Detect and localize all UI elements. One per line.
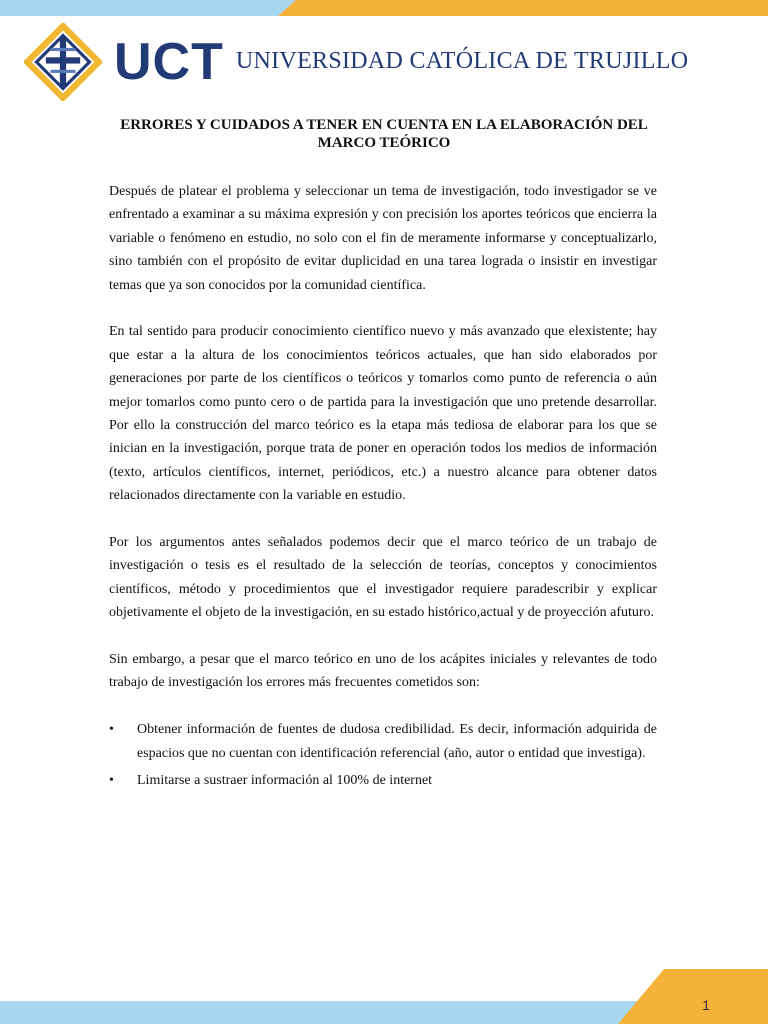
list-item-text: Obtener información de fuentes de dudosa credibilidad. Es decir, información adquirida de espacios que no cuentan con identificación referencial (año, autor o entidad que investiga). [137, 722, 657, 761]
bullet-icon: • [109, 773, 114, 789]
bullet-icon: • [109, 722, 114, 738]
document-body [109, 180, 657, 797]
page-number: 1 [702, 997, 710, 1013]
university-name: UNIVERSIDAD CATÓLICA DE TRUJILLO [235, 48, 689, 74]
list-item [109, 718, 657, 765]
document-title: ERRORES Y CUIDADOS A TENER EN CUENTA EN LA ELABORACIÓN DEL MARCO TEÓRICO [120, 117, 648, 151]
top-band-orange [278, 0, 768, 16]
errors-list [109, 718, 657, 792]
paragraph: Después de platear el problema y seleccionar un tema de investigación, todo investigador se ve enfrentado a examinar a su máxima expresión y con precisión los aportes teóricos que encierra la variable o fenómeno en estudio, no solo con el fin de meramente informarse y conceptualizarlo, sino también con el propósito de evitar duplicidad en una tarea lograda o insistir en investigar temas que ya son conocidos por la comunidad científica. [109, 184, 657, 293]
paragraph: Sin embargo, a pesar que el marco teórico en uno de los acápites iniciales y relevantes de todo trabajo de investigación los errores más frecuentes cometidos son: [109, 652, 657, 691]
logo-uct-text: UCT [114, 32, 224, 91]
list-item-text: Limitarse a sustraer información al 100% de internet [137, 773, 433, 789]
paragraph: Por los argumentos antes señalados podemos decir que el marco teórico de un trabajo de investigación o tesis es el resultado de la selección de teorías, conceptos y conocimientos científicos, método y procedimientos que el investigador requiere paradescribir y explicar objetivamente el objeto de la investigación, en su estado histórico,actual y de proyección afuturo. [109, 535, 657, 621]
bottom-band-orange [618, 969, 768, 1024]
paragraph: En tal sentido para producir conocimiento científico nuevo y más avanzado que elexistente; hay que estar a la altura de los conocimientos teóricos actuales, que han sido elaborados por generaciones por parte de los científicos o teóricos y tomarlos como punto de referencia o aún mejor tomarlos como punto cero o de partida para la investigación que uno pretende desarrollar. Por ello la construcción del marco teórico es la etapa más tediosa de elaborar para los que se inician en la investigación, porque trata de poner en operación todos los medios de información (texto, artículos científicos, internet, periódicos, etc.) a nuestro alcance para obtener datos relacionados directamente con la variable en estudio. [109, 324, 657, 504]
header [24, 24, 744, 99]
university-crest-icon [24, 23, 102, 101]
list-item [109, 769, 657, 792]
